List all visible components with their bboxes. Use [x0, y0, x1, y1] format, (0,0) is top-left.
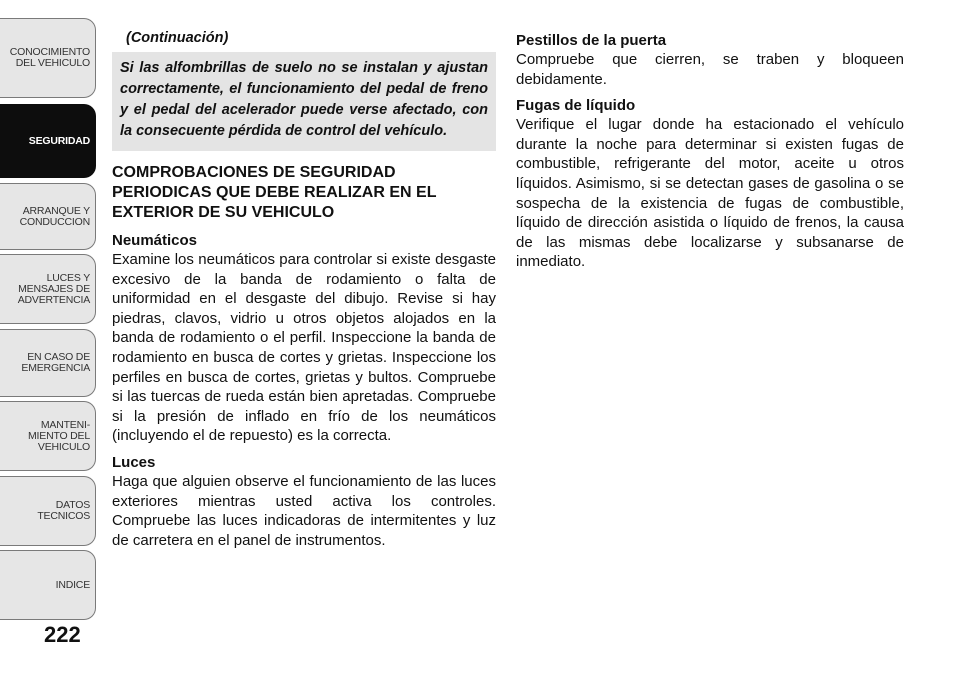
tab-label: MANTENI- MIENTO DEL VEHICULO [28, 418, 90, 453]
warning-text: Si las alfombrillas de suelo no se instalan y ajustan correctamente, el funcionamiento del pedal de freno y el pedal del acelerador puede verse afectado, con la consecuente pérdida de control del vehículo. [120, 60, 488, 139]
tab-label: LUCES Y MENSAJES DE ADVERTENCIA [17, 271, 90, 306]
tab-datos-tecnicos[interactable] [0, 476, 96, 546]
tab-seguridad[interactable] [0, 104, 96, 178]
subheading-neumaticos: Neumáticos [112, 232, 198, 249]
tab-conocimiento-del-vehiculo[interactable] [0, 18, 96, 98]
tab-en-caso-de-emergencia[interactable] [0, 329, 96, 397]
tab-label: CONOCIMIENTO DEL VEHICULO [9, 46, 90, 69]
paragraph-luces: Haga que alguien observe el funcionamiento de las luces exteriores mientras usted activa los controles. Compruebe las luces indicadoras de intermitentes y luz de carretera en el panel de instrumentos. [112, 472, 496, 549]
page-number: 222 [44, 622, 81, 647]
tab-luces-y-mensajes[interactable] [0, 254, 96, 324]
warning-box [112, 52, 496, 151]
tab-label: ARRANQUE Y CONDUCCION [19, 204, 90, 228]
continued-label: (Continuación) [126, 30, 229, 46]
tab-label: EN CASO DE EMERGENCIA [21, 351, 90, 374]
tab-label: DATOS TECNICOS [37, 499, 90, 522]
subheading-pestillos: Pestillos de la puerta [516, 32, 667, 49]
tab-arranque-y-conduccion[interactable] [0, 183, 96, 250]
tab-label: INDICE [55, 578, 90, 591]
tab-indice[interactable] [0, 550, 96, 620]
tab-mantenimiento-del-vehiculo[interactable] [0, 401, 96, 471]
section-title: COMPROBACIONES DE SEGURIDAD PERIODICAS QUE DEBE REALIZAR EN EL EXTERIOR DE SU VEHICULO [112, 164, 437, 221]
paragraph-pestillos: Compruebe que cierren, se traben y bloqueen debidamente. [516, 51, 904, 88]
right-column [516, 30, 904, 279]
chapter-tabs-sidebar [0, 0, 98, 678]
paragraph-fugas: Verifique el lugar donde ha estacionado el vehículo durante la noche para determinar si existen fugas de combustible, refrigerante del motor, aceite u otros líquidos. Asimismo, si se detectan gases de gasolina o se sospecha de la existencia de fugas de combustible, líquido de dirección asistida o líquido de frenos, la causa de las mismas debe localizarse y subsanarse de inmediato. [516, 116, 904, 271]
subheading-fugas: Fugas de líquido [516, 97, 636, 115]
tab-label: SEGURIDAD [28, 134, 90, 147]
subheading-luces: Luces [112, 453, 156, 471]
left-column [112, 30, 496, 557]
paragraph-neumaticos: Examine los neumáticos para controlar si existe desgaste excesivo de la banda de rodamiento o falta de uniformidad en el desgaste del dibujo. Revise si hay piedras, clavos, vidrio u otros objetos alojados en la banda de rodamiento o el perfil. Inspeccione la banda de rodamiento en busca de cortes y grietas. Inspeccione los perfiles en busca de cortes, grietas y bultos. Compruebe si las tuercas de rueda están bien apretadas. Compruebe si la presión de inflado en frío de los neumáticos (incluyendo el de repuesto) es la correcta. [112, 251, 496, 445]
